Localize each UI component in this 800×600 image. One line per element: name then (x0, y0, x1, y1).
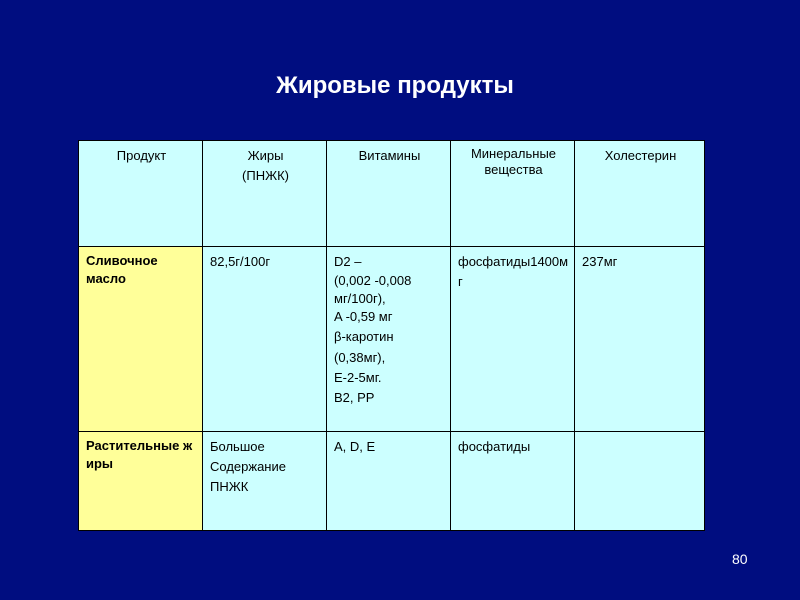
page-number: 80 (732, 551, 748, 567)
product-cell: Растительные жиры (79, 432, 203, 531)
fat-products-table-container (78, 140, 704, 522)
fats-cell: 82,5г/100г (203, 247, 327, 432)
fats-cell: Большое Содержание ПНЖК (203, 432, 327, 531)
vitamins-cell: D2 – (0,002 -0,008 мг/100г), A -0,59 мг β-каротин (0,38мг), E-2-5мг. B2, PP (327, 247, 451, 432)
minerals-cell: фосфатиды (451, 432, 575, 531)
table-header-row (79, 141, 705, 247)
vitamins-cell: A, D, E (327, 432, 451, 531)
product-cell: Сливочное масло (79, 247, 203, 432)
cholesterol-cell: 237мг (575, 247, 705, 432)
header-minerals: Минеральные вещества (451, 141, 575, 247)
fat-products-table (78, 140, 705, 531)
header-fats: Жиры (ПНЖК) (203, 141, 327, 247)
slide-title: Жировые продукты (276, 72, 514, 99)
minerals-cell: фосфатиды1400мг (451, 247, 575, 432)
header-cholesterol: Холестерин (575, 141, 705, 247)
table-row (79, 247, 705, 432)
header-product: Продукт (79, 141, 203, 247)
cholesterol-cell (575, 432, 705, 531)
table-row (79, 432, 705, 531)
header-vitamins: Витамины (327, 141, 451, 247)
